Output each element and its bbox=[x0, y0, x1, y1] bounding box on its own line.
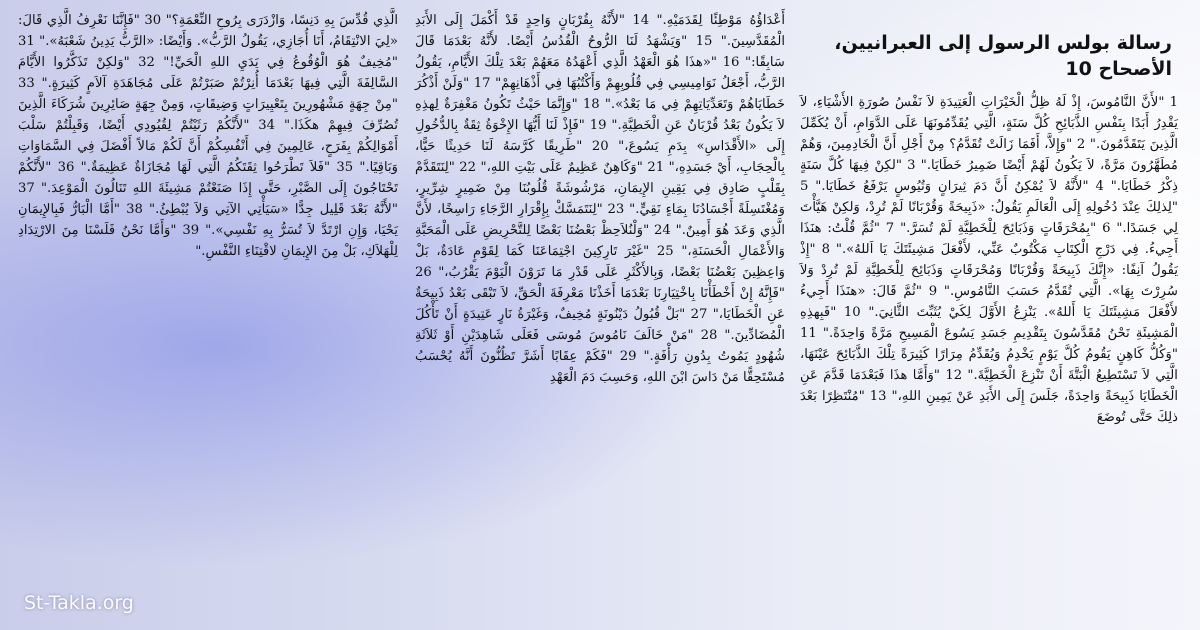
page-title: رسالة بولس الرسول إلى العبرانيين، الأصحاح 10 bbox=[834, 32, 1172, 80]
site-watermark: St-Takla.org bbox=[24, 592, 134, 614]
verse-column-2: أَعْدَاؤُهُ مَوْطِئًا لِقَدَمَيْهِ." 14 "لأَنَّهُ بِقُرْبَانٍ وَاحِدٍ قَدْ أَكْمَلَ إِلَى الأَبَدِ الْمُقَدَّسِينَ." 15 "وَيَشْهَدُ لَنَا الرُّوحُ الْقُدُسُ أَيْضًا. لأَنَّهُ بَعْدَمَا قَالَ سَابِقًا:" 16 "«هذَا هُوَ الْعَهْدُ الَّذِي أَعْهَدُهُ مَعَهُمْ بَعْدَ تِلْكَ الأَيَّامِ، يَقُولُ الرَّبُّ، أَجْعَلُ نَوَامِيسِي فِي قُلُوبِهِمْ وَأَكْتُبُهَا فِي أَذْهَانِهِمْ" 17 "وَلَنْ أَذْكُرَ خَطَايَاهُمْ وَتَعَدِّيَاتِهِمْ فِي مَا بَعْدُ»." 18 "وَإِنَّمَا حَيْثُ تَكُونُ مَغْفِرَةٌ لِهذِهِ لاَ يَكُونُ بَعْدُ قُرْبَانٌ عَنِ الْخَطِيَّةِ." 19 "فَإِذْ لَنَا أَيُّهَا الإِخْوَةُ ثِقَةٌ بِالدُّخُولِ إِلَى «الأَقْدَاسِ» بِدَمِ يَسُوعَ،" 20 "طَرِيقًا كَرَّسَهُ لَنَا حَدِيثًا حَيًّا، بِالْحِجَابِ، أَيْ جَسَدِهِ،" 21 "وَكَاهِنٌ عَظِيمٌ عَلَى بَيْتِ اللهِ،" 22 "لِنَتَقَدَّمْ بِقَلْبٍ صَادِق فِي يَقِينِ الإِيمَانِ، مَرْشُوشَةً قُلُوبُنَا مِنْ ضَمِيرٍ شِرِّيرٍ، وَمُغْتَسِلَةً أَجْسَادُنَا بِمَاءٍ نَقِيٍّ." 23 "لِنَتَمَسَّكْ بِإِقْرَارِ الرَّجَاءِ رَاسِخًا، لأَنَّ الَّذِي وَعَدَ هُوَ أَمِينٌ." 24 "وَلْنُلاَحِظْ بَعْضُنَا بَعْضًا لِلتَّحْرِيضِ عَلَى الْمَحَبَّةِ وَالأَعْمَالِ الْحَسَنَةِ،" 25 "غَيْرَ تَارِكِينَ اجْتِمَاعَنَا كَمَا لِقَوْمٍ عَادَةٌ، بَلْ وَاعِظِينَ بَعْضُنَا بَعْضًا، وَبِالأَكْثَرِ عَلَى قَدْرِ مَا تَرَوْنَ الْيَوْمَ يَقْرُبُ،" 26 "فَإِنَّهُ إِنْ أَخْطَأْنَا بِاخْتِيَارِنَا بَعْدَمَا أَخَذْنَا مَعْرِفَةَ الْحَقِّ، لاَ تَبْقَى بَعْدُ ذَبِيحَةٌ عَنِ الْخَطَايَا،" 27 "بَلْ قُبُولُ دَيْنُونَةٍ مُخِيفٌ، وَغَيْرَةُ نَارٍ عَتِيدَةٍ أَنْ تَأْكُلَ الْمُضَادِّينَ." 28 "مَنْ خَالَفَ نَامُوسَ مُوسَى فَعَلَى شَاهِدَيْنِ أَوْ ثَلاَثَةِ شُهُودٍ يَمُوتُ بِدُونِ رَأْفَةٍ." 29 "فَكَمْ عِقَابًا أَشَرَّ تَظُنُّونَ أَنَّهُ يُحْسَبُ مُسْتَحِقًّا مَنْ دَاسَ ابْنَ اللهِ، وَحَسِبَ دَمَ الْعَهْدِ bbox=[415, 13, 786, 385]
verse-column-1: 1 "لأَنَّ النَّامُوسَ، إِذْ لَهُ ظِلُّ الْخَيْرَاتِ الْعَتِيدَةِ لاَ نَفْسُ صُورَةِ الأَشْيَاءِ، لاَ يَقْدِرُ أَبَدًا بِنَفْسِ الذَّبَائِحِ كُلَّ سَنَةٍ، الَّتِي يُقَدِّمُونَهَا عَلَى الدَّوَامِ، أَنْ يُكَمِّلَ الَّذِينَ يَتَقَدَّمُونَ." 2 "وَإِلاَّ، أَفَمَا زَالَتْ تُقَدَّمُ؟ مِنْ أَجْلِ أَنَّ الْخَادِمِينَ، وَهُمْ مُطَهَّرُونَ مَرَّةً، لاَ يَكُونُ لَهُمْ أَيْضًا ضَمِيرُ خَطَايَا." 3 "لكِنْ فِيهَا كُلَّ سَنَةٍ ذِكْرُ خَطَايَا." 4 "لأَنَّهُ لاَ يُمْكِنُ أَنَّ دَمَ ثِيرَانٍ وَتُيُوسٍ يَرْفَعُ خَطَايَا." 5 "لِذلِكَ عِنْدَ دُخُولِهِ إِلَى الْعَالَمِ يَقُولُ: «ذَبِيحَةً وَقُرْبَانًا لَمْ تُرِدْ، وَلكِنْ هَيَّأْتَ لِي جَسَدًا." 6 "بِمُحْرَقَاتٍ وَذَبَائِحَ لِلْخَطِيَّةِ لَمْ تُسَرَّ." 7 "ثُمَّ قُلْتُ: هنَذَا أَجِيءُ. فِي دَرْجِ الْكِتَابِ مَكْتُوبٌ عَنِّي، لأَفْعَلَ مَشِيئَتَكَ يَا اَللهُ»." 8 "إِذْ يَقُولُ آنِفًا: «إِنَّكَ ذَبِيحَةً وَقُرْبَانًا وَمُحْرَقَاتٍ وَذَبَائِحَ لِلْخَطِيَّةِ لَمْ تُرِدْ وَلاَ سُرِرْتَ بِهَا». الَّتِي تُقَدَّمُ حَسَبَ النَّامُوسِ." 9 "ثُمَّ قَالَ: «هنَذَا أَجِيءُ لأَفْعَلَ مَشِيئَتَكَ يَا أَللهُ». يَنْزِعُ الأَوَّلَ لِكَيْ يُثَبِّتَ الثَّانِيَ." 10 "فَبِهذِهِ الْمَشِيئَةِ نَحْنُ مُقَدَّسُونَ بِتَقْدِيمِ جَسَدِ يَسُوعَ الْمَسِيحِ مَرَّةً وَاحِدَةً." 11 "وَكُلُّ كَاهِنٍ يَقُومُ كُلَّ يَوْمٍ يَخْدِمُ وَيُقَدِّمُ مِرَارًا كَثِيرَةً تِلْكَ الذَّبَائِحَ عَيْنَهَا، الَّتِي لاَ تَسْتَطِيعُ الْبَتَّةَ أَنْ تَنْزِعَ الْخَطِيَّةَ." 12 "وَأَمَّا هذَا فَبَعْدَمَا قَدَّمَ عَنِ الْخَطَايَا ذَبِيحَةً وَاحِدَةً، جَلَسَ إِلَى الأَبَدِ عَنْ يَمِينِ اللهِ،" 13 "مُنْتَظِرًا بَعْدَ ذلِكَ حَتَّى تُوضَعَ bbox=[800, 95, 1179, 425]
verse-column-3: الَّذِي قُدِّسَ بِهِ دَنِسًا، وَازْدَرَى بِرُوحِ النِّعْمَةِ؟" 30 "فَإِنَّنَا نَعْرِفُ الَّذِي قَالَ: «لِيَ الانْتِقَامُ، أَنَا أُجَازِي، يَقُولُ الرَّبُّ». وَأَيْضًا: «الرَّبُّ يَدِينُ شَعْبَهُ»." 31 "مُخِيفٌ هُوَ الْوُقُوعُ فِي يَدَيِ اللهِ الْحَيِّ!" 32 "وَلكِنْ تَذَكَّرُوا الأَيَّامَ السَّالِفَةَ الَّتِي فِيهَا بَعْدَمَا أُنِرْتُمْ صَبَرْتُمْ عَلَى مُجَاهَدَةِ آلاَمٍ كَثِيرَةٍ." 33 "مِنْ جِهَةٍ مَشْهُورِينَ بِتَعْيِيرَاتٍ وَضِيقَاتٍ، وَمِنْ جِهَةٍ صَائِرِينَ شُرَكَاءَ الَّذِينَ تُصُرِّفَ فِيهِمْ هكَذَا." 34 "لأَنَّكُمْ رَثَيْتُمْ لِقُيُودِي أَيْضًا، وَقَبِلْتُمْ سَلْبَ أَمْوَالِكُمْ بِفَرَحٍ، عَالِمِينَ فِي أَنْفُسِكُمْ أَنَّ لَكُمْ مَالاً أَفْضَلَ فِي السَّمَاوَاتِ وَبَاقِيًا." 35 "فَلاَ تَطْرَحُوا ثِقَتَكُمُ الَّتِي لَهَا مُجَازَاةٌ عَظِيمَةٌ." 36 "لأَنَّكُمْ تَحْتَاجُونَ إِلَى الصَّبْرِ، حَتَّى إِذَا صَنَعْتُمْ مَشِيئَةَ اللهِ تَنَالُونَ الْمَوْعِدَ." 37 "لأَنَّهُ بَعْدَ قَلِيل جِدًّا «سَيَأْتِي الآتِي وَلاَ يُبْطِئُ." 38 "أَمَّا الْبَارُّ فَبِالإِيمَانِ يَحْيَا، وَإِنِ ارْتَدَّ لاَ تُسَرُّ بِهِ نَفْسِي»." 39 "وَأَمَّا نَحْنُ فَلَسْنَا مِنَ الارْتِدَادِ لِلْهَلاَكِ، بَلْ مِنَ الإِيمَانِ لاقْتِنَاءِ النَّفْسِ." bbox=[18, 13, 398, 259]
